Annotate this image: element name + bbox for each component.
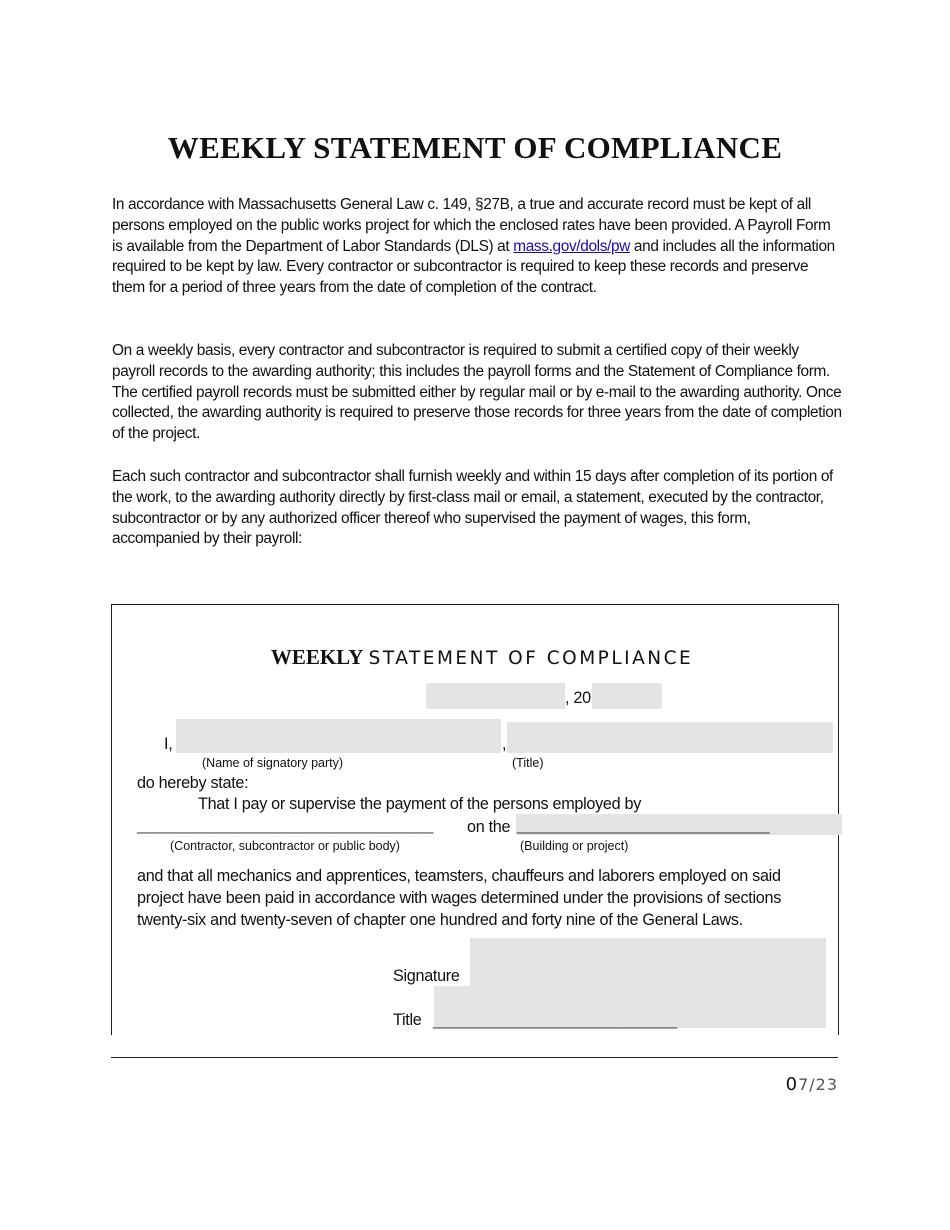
name-title-comma: , (502, 735, 507, 753)
intro-text-after-link: and includes all the information required to be kept by law. Every contractor or subcontractor is required to keep these records and preserve them for a period of three years from the date of completion of the contract. (112, 237, 835, 297)
signature-field[interactable] (470, 938, 826, 986)
pay-statement-text: That I pay or supervise the payment of the persons employed by (198, 795, 641, 813)
form-revision-rest: 7/23 (798, 1075, 838, 1094)
hereby-state-text: do hereby state: (137, 774, 249, 792)
statement-form-box (111, 604, 839, 1035)
footer-divider (111, 1057, 838, 1058)
project-caption: (Building or project) (520, 839, 629, 853)
page-title: WEEKLY STATEMENT OF COMPLIANCE (167, 130, 783, 165)
form-revision-code (786, 1074, 838, 1095)
name-caption: (Name of signatory party) (202, 756, 344, 770)
date-separator: , 20 (565, 689, 591, 707)
sign-title-label: Title (393, 1011, 422, 1029)
signatory-title-field[interactable] (507, 722, 833, 753)
intro-text-before-link: In accordance with Massachusetts General Law c. 149, §27B, a true and accurate record must be kept of all persons employed on the public works project for which the enclosed rates have been provided. A Payroll Form is available from the Department of Labor Standards (DLS) at (112, 196, 831, 255)
i-label: I, (164, 735, 173, 753)
intro-paragraph (112, 195, 842, 299)
title-caption: (Title) (512, 756, 544, 770)
form-title (112, 645, 852, 670)
form-revision-lead: 0 (785, 1074, 799, 1095)
signature-label: Signature (393, 967, 460, 985)
furnish-statement-paragraph: Each such contractor and subcontractor shall furnish weekly and within 15 days after completion of its portion of the work, to the awarding authority directly by first-class mail or email, a statement, executed by the contractor, subcontractor or by any authorized officer thereof who supervised the payment of wages, this form, accompanied by their payroll: (112, 468, 833, 548)
date-field[interactable] (426, 683, 565, 709)
year-field[interactable] (592, 683, 662, 709)
sign-title-line: ____________________________ (433, 1011, 677, 1029)
signatory-name-field[interactable] (176, 719, 501, 753)
project-line: _____________________________ (517, 816, 770, 834)
dls-payroll-link[interactable]: mass.gov/dols/pw (513, 237, 630, 255)
on-the-text: on the (467, 818, 511, 836)
contractor-line[interactable]: __________________________________ (137, 816, 433, 834)
weekly-basis-paragraph: On a weekly basis, every contractor and subcontractor is required to submit a certified copy of their weekly payroll records to the awarding authority; this includes the payroll forms and the Statement of Compliance form. The certified payroll records must be submitted either by regular mail or by e-mail to the awarding authority. Once collected, the awarding authority is required to preserve those records for three years from the date of completion of the project. (112, 342, 842, 443)
certification-paragraph: and that all mechanics and apprentices, teamsters, chauffeurs and laborers employed on said project have been paid in accordance with wages determined under the provisions of sections twenty-six and twenty-seven of chapter one hundred and forty nine of the General Laws. (137, 867, 781, 929)
form-title-bold: WEEKLY (270, 645, 364, 669)
form-title-rest: STATEMENT OF COMPLIANCE (368, 648, 694, 669)
contractor-caption: (Contractor, subcontractor or public body) (170, 839, 400, 853)
